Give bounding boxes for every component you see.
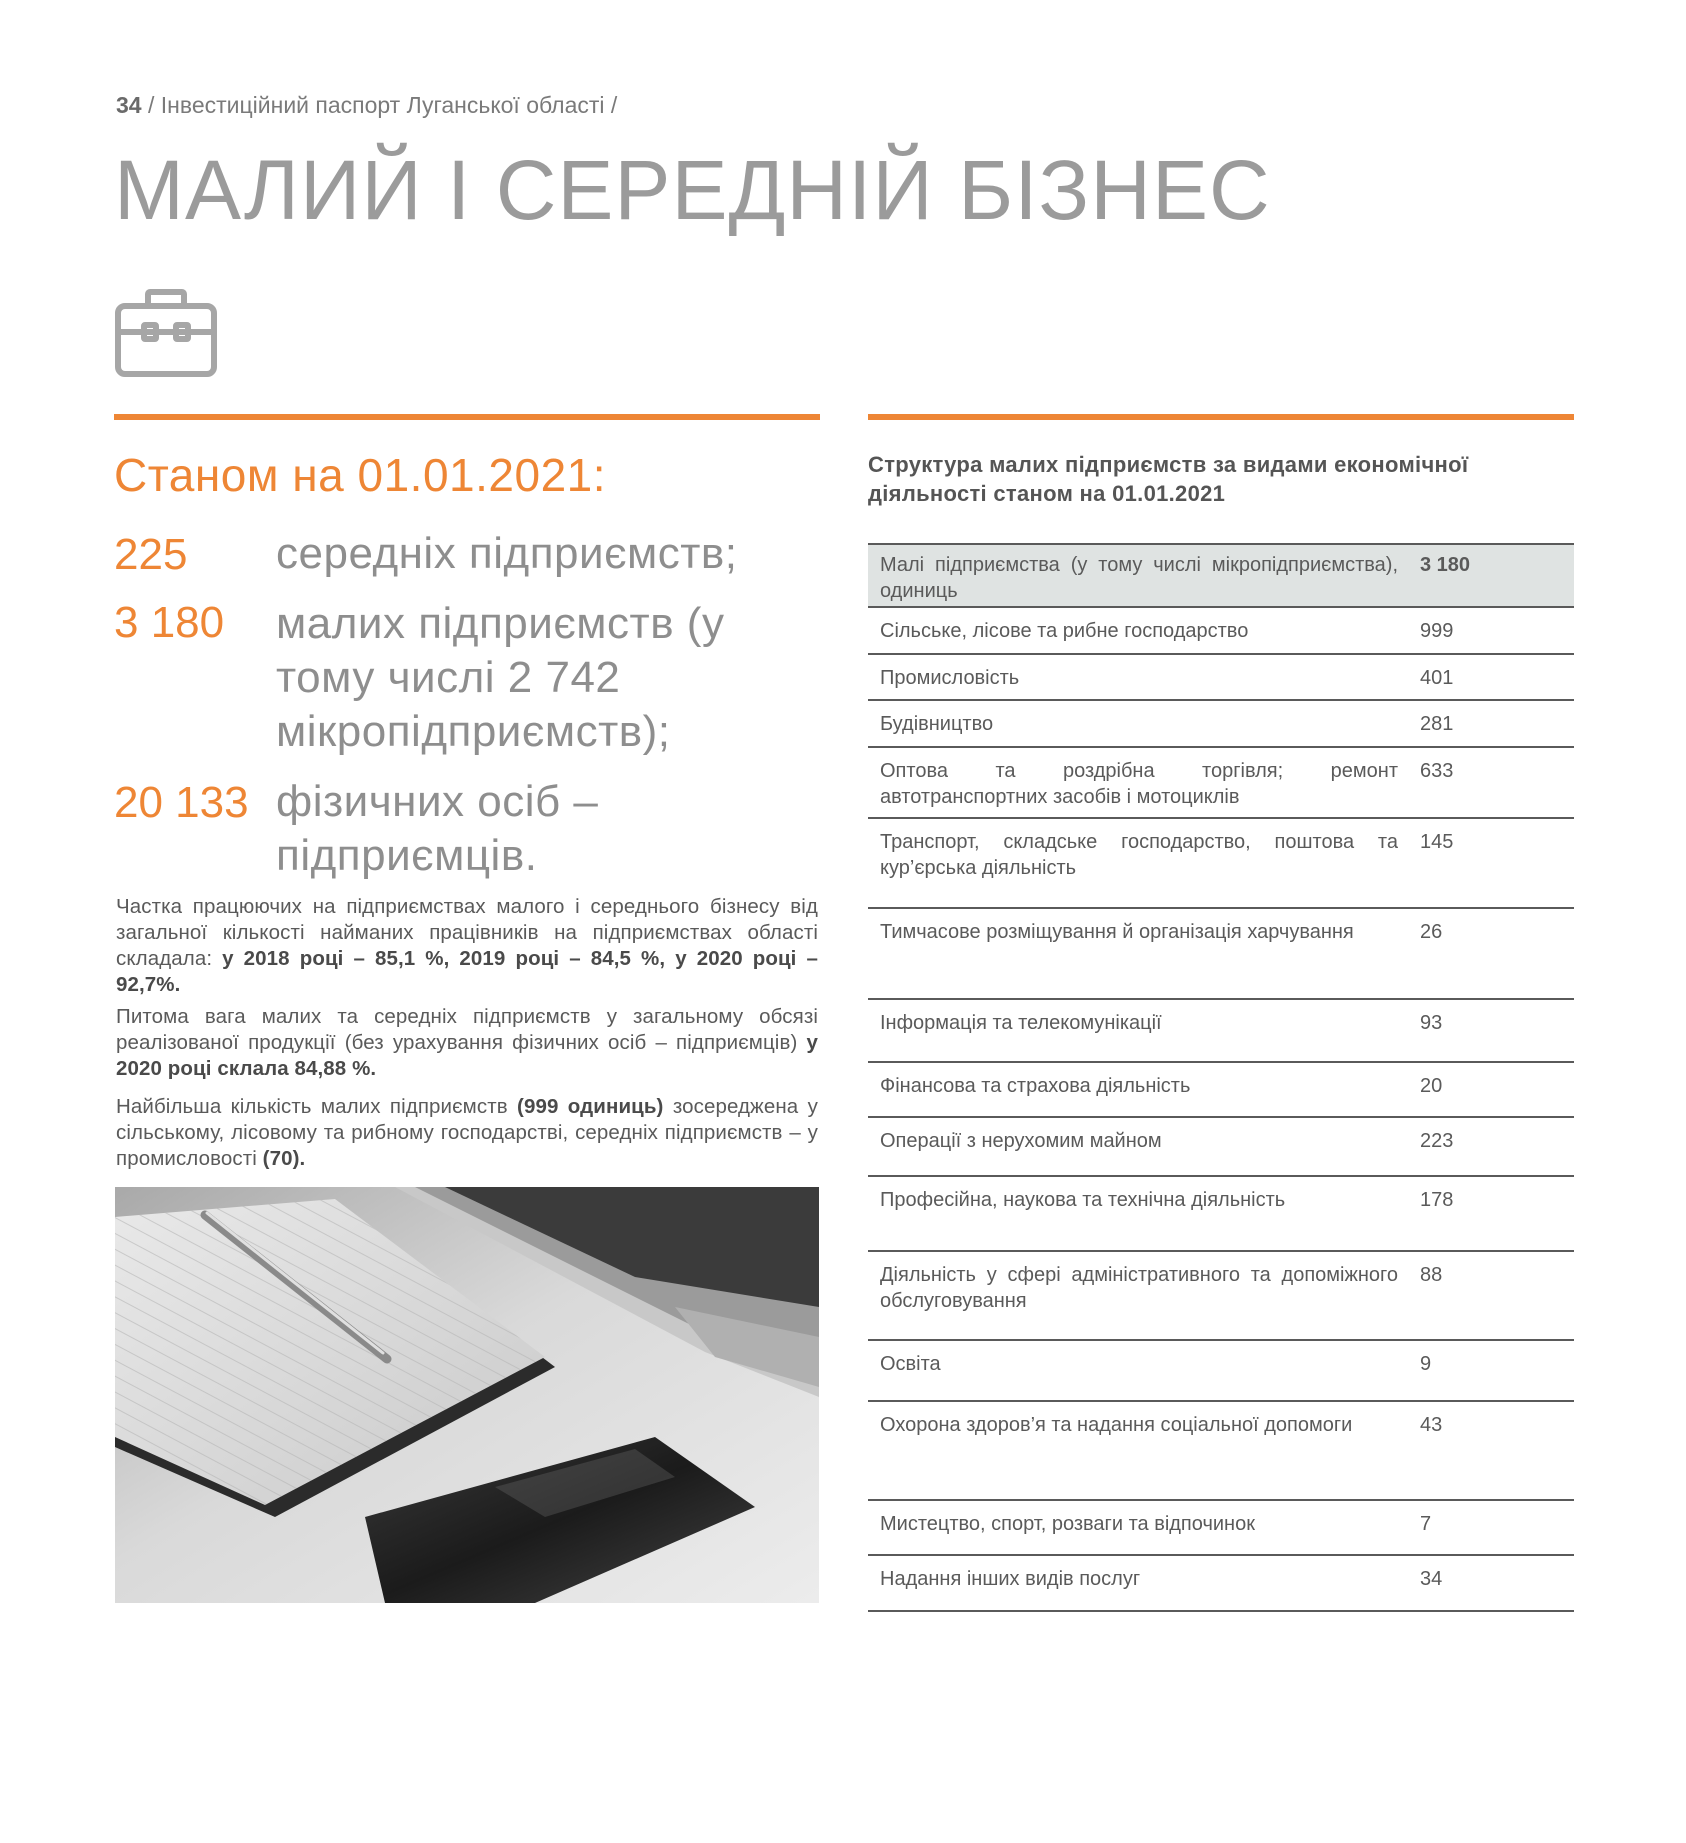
table-cell-activity: Інформація та телекомунікації <box>880 1012 1162 1034</box>
stat-entrepreneurs-label: фізичних осіб – підприємців. <box>276 777 599 880</box>
table-cell-count: 223 <box>1420 1130 1454 1152</box>
paragraph-sales-share <box>116 1004 818 1082</box>
table-cell-count: 26 <box>1420 921 1443 943</box>
stat-medium-enterprises-value: 225 <box>114 530 188 579</box>
table-row <box>868 1177 1574 1252</box>
paragraph-employment-share <box>116 894 818 998</box>
divider-right <box>868 414 1574 420</box>
table-row <box>868 1000 1574 1063</box>
paragraph-text: Питома вага малих та середніх підприємств у загальному обсязі реалізованої продукції (без урахування фізичних осіб – підприємців) <box>116 1005 818 1054</box>
divider-left <box>114 414 820 420</box>
table-cell-activity: Професійна, наукова та технічна діяльність <box>880 1189 1286 1211</box>
table-row <box>868 748 1574 819</box>
table-row <box>868 1556 1574 1612</box>
running-header <box>116 92 617 119</box>
table-cell-count: 633 <box>1420 760 1454 782</box>
table-cell-count: 281 <box>1420 713 1454 735</box>
enterprise-structure-table <box>868 543 1574 1618</box>
table-cell-activity: Будівництво <box>880 713 994 735</box>
table-row <box>868 1501 1574 1556</box>
table-row <box>868 1402 1574 1501</box>
paragraph-emphasis: у 2018 році – 85,1 %, 2019 році – 84,5 %, у 2020 році – 92,7%. <box>116 947 818 996</box>
briefcase-icon <box>114 288 218 378</box>
table-row <box>868 543 1574 608</box>
table-cell-activity: Малі підприємства (у тому числі мікропідприємства), одиниць <box>880 554 1398 602</box>
table-cell-activity: Охорона здоров’я та надання соціальної допомоги <box>880 1414 1353 1436</box>
table-row <box>868 1063 1574 1118</box>
paragraph-text: Частка працюючих на підприємствах малого і середнього бізнесу від загальної кількості найманих працівників на підприємствах області складала: <box>116 895 818 970</box>
paragraph-text: зосереджена у сільському, лісовому та рибному господарстві, середніх підприємств – у промисловості <box>116 1095 818 1170</box>
stat-small-enterprises-label: малих підприємств (у тому числі 2 742 мікропідприємств); <box>276 599 725 756</box>
table-row <box>868 1252 1574 1341</box>
table-row <box>868 1118 1574 1177</box>
table-cell-activity: Оптова та роздрібна торгівля; ремонт автотранспортних засобів і мотоциклів <box>880 760 1398 808</box>
table-cell-count: 34 <box>1420 1568 1443 1590</box>
table-cell-count: 20 <box>1420 1075 1443 1097</box>
paragraph-emphasis: у 2020 році склала 84,88 %. <box>116 1031 818 1080</box>
table-cell-activity: Транспорт, складське господарство, поштова та кур’єрська діяльність <box>880 831 1398 879</box>
table-cell-activity: Тимчасове розміщування й організація харчування <box>880 921 1354 943</box>
table-row <box>868 909 1574 1000</box>
table-cell-count: 3 180 <box>1420 554 1471 576</box>
table-cell-activity: Промисловість <box>880 667 1020 689</box>
table-cell-count: 43 <box>1420 1414 1443 1436</box>
as-of-date-heading: Станом на 01.01.2021: <box>114 449 607 501</box>
table-row <box>868 655 1574 701</box>
stat-medium-enterprises-label: середніх підприємств; <box>276 529 738 578</box>
table-cell-count: 145 <box>1420 831 1454 853</box>
table-row <box>868 819 1574 909</box>
running-title: / Інвестиційний паспорт Луганської області / <box>147 92 618 118</box>
table-cell-activity: Мистецтво, спорт, розваги та відпочинок <box>880 1513 1255 1535</box>
table-cell-activity: Операції з нерухомим майном <box>880 1130 1162 1152</box>
page-number: 34 <box>116 92 142 118</box>
table-row <box>868 1341 1574 1402</box>
table-cell-activity: Освіта <box>880 1353 941 1375</box>
table-cell-count: 93 <box>1420 1012 1443 1034</box>
page-title: МАЛИЙ І СЕРЕДНІЙ БІЗНЕС <box>114 143 1271 237</box>
office-desk-photo <box>115 1187 819 1603</box>
table-cell-count: 401 <box>1420 667 1454 689</box>
table-cell-activity: Діяльність у сфері адміністративного та допоміжного обслуговування <box>880 1264 1398 1312</box>
table-cell-activity: Сільське, лісове та рибне господарство <box>880 620 1249 642</box>
table-row <box>868 608 1574 655</box>
stat-small-enterprises-value: 3 180 <box>114 598 225 647</box>
table-cell-activity: Фінансова та страхова діяльність <box>880 1075 1191 1097</box>
table-cell-count: 178 <box>1420 1189 1454 1211</box>
table-cell-count: 7 <box>1420 1513 1432 1535</box>
paragraph-emphasis: (70). <box>262 1147 306 1170</box>
table-cell-activity: Надання інших видів послуг <box>880 1568 1141 1590</box>
table-title: Структура малих підприємств за видами економічної діяльності станом на 01.01.2021 <box>868 452 1469 506</box>
paragraph-largest-sector <box>116 1094 818 1172</box>
paragraph-text: Найбільша кількість малих підприємств <box>116 1095 518 1118</box>
table-cell-count: 999 <box>1420 620 1454 642</box>
table-cell-count: 9 <box>1420 1353 1432 1375</box>
table-row <box>868 701 1574 748</box>
paragraph-emphasis: (999 одиниць) <box>517 1095 664 1118</box>
stat-entrepreneurs-value: 20 133 <box>114 778 249 827</box>
table-cell-count: 88 <box>1420 1264 1443 1286</box>
